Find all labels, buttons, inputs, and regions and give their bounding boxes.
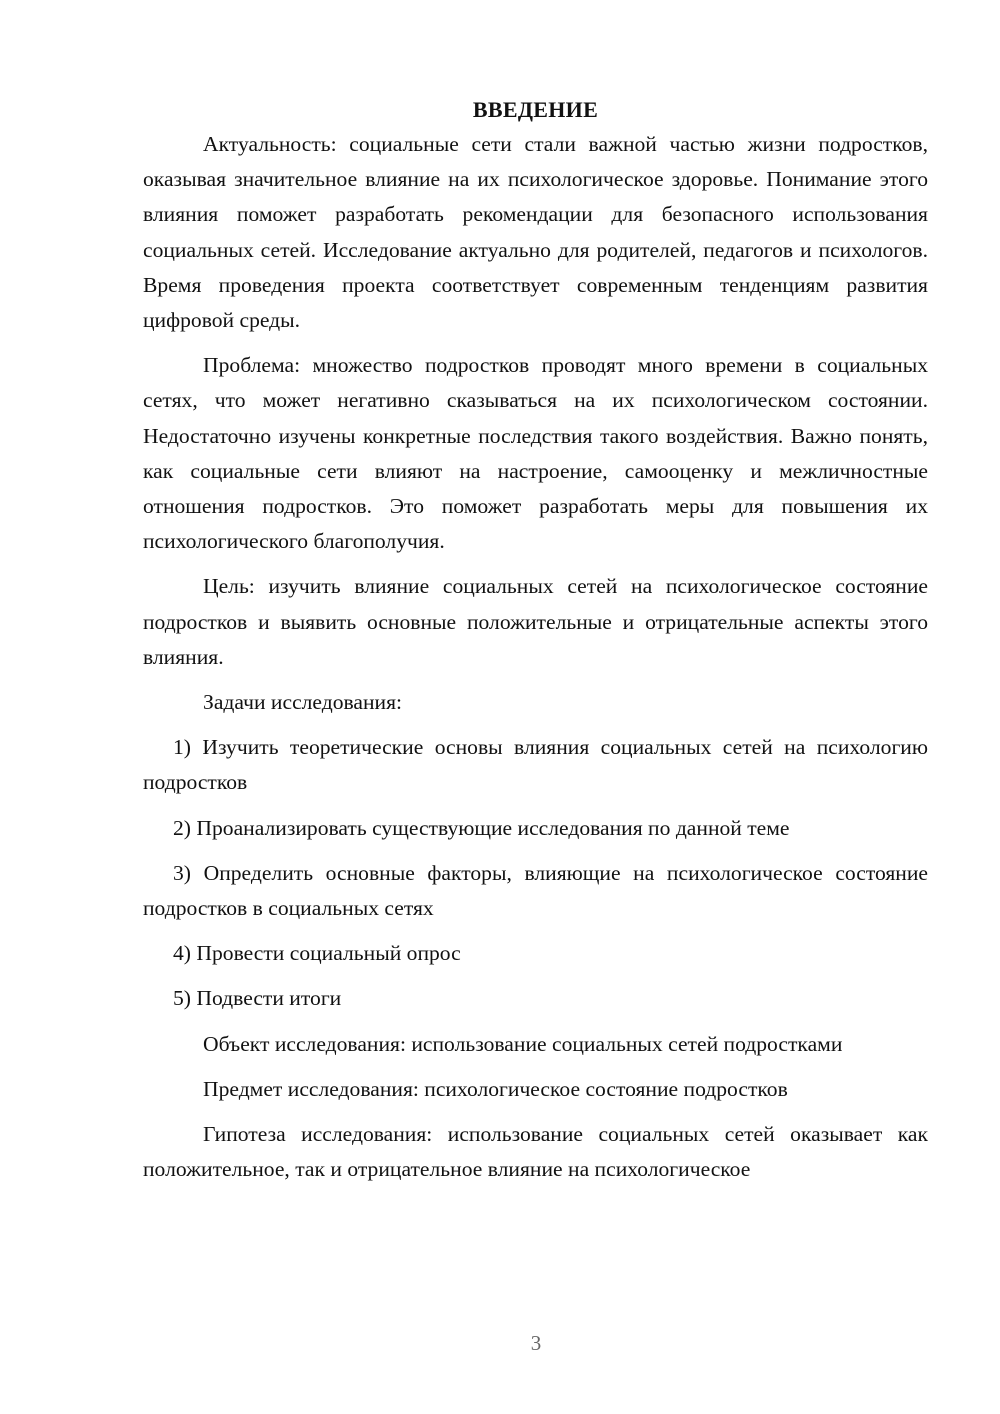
task-item-3: 3) Определить основные факторы, влияющие на психологическое состояние подростков в социальных сетях [143,860,928,921]
hypothesis-paragraph: Гипотеза исследования: использование социальных сетей оказывает как положительное, так и отрицательное влияние на психологическое [143,1122,928,1182]
task-item-4: 4) Провести социальный опрос [173,941,461,966]
section-heading: ВВЕДЕНИЕ [472,97,599,122]
task-item-5: 5) Подвести итоги [173,986,342,1011]
task-item-2: 2) Проанализировать существующие исследования по данной теме [173,815,790,840]
object-paragraph: Объект исследования: использование социальных сетей подростками [203,1031,843,1056]
problem-paragraph: Проблема: множество подростков проводят много времени в социальных сетях, что может негативно сказываться на их психологическом состоянии. Недостаточно изучены конкретные последствия такого воздействия. Важно понять, как социальные сети влияют на настроение, самооценку и межличностные отношения подростков. Это поможет разработать меры для повышения их психологического благополучия. [143,353,928,554]
tasks-title: Задачи исследования: [203,690,403,715]
goal-paragraph: Цель: изучить влияние социальных сетей на психологическое состояние подростков и выявить основные положительные и отрицательные аспекты этого влияния. [143,574,928,669]
page-number: 3 [530,1331,542,1355]
relevance-paragraph: Актуальность: социальные сети стали важной частью жизни подростков, оказывая значительное влияние на их психологическое здоровье. Понимание этого влияния поможет разработать рекомендации для безопасного использования социальных сетей. Исследование актуально для родителей, педагогов и психологов. Время проведения проекта соответствует современным тенденциям развития цифровой среды. [143,132,928,333]
task-item-1: 1) Изучить теоретические основы влияния социальных сетей на психологию подростков [143,735,928,795]
document-page [143,92,928,1197]
subject-paragraph: Предмет исследования: психологическое состояние подростков [203,1076,788,1101]
